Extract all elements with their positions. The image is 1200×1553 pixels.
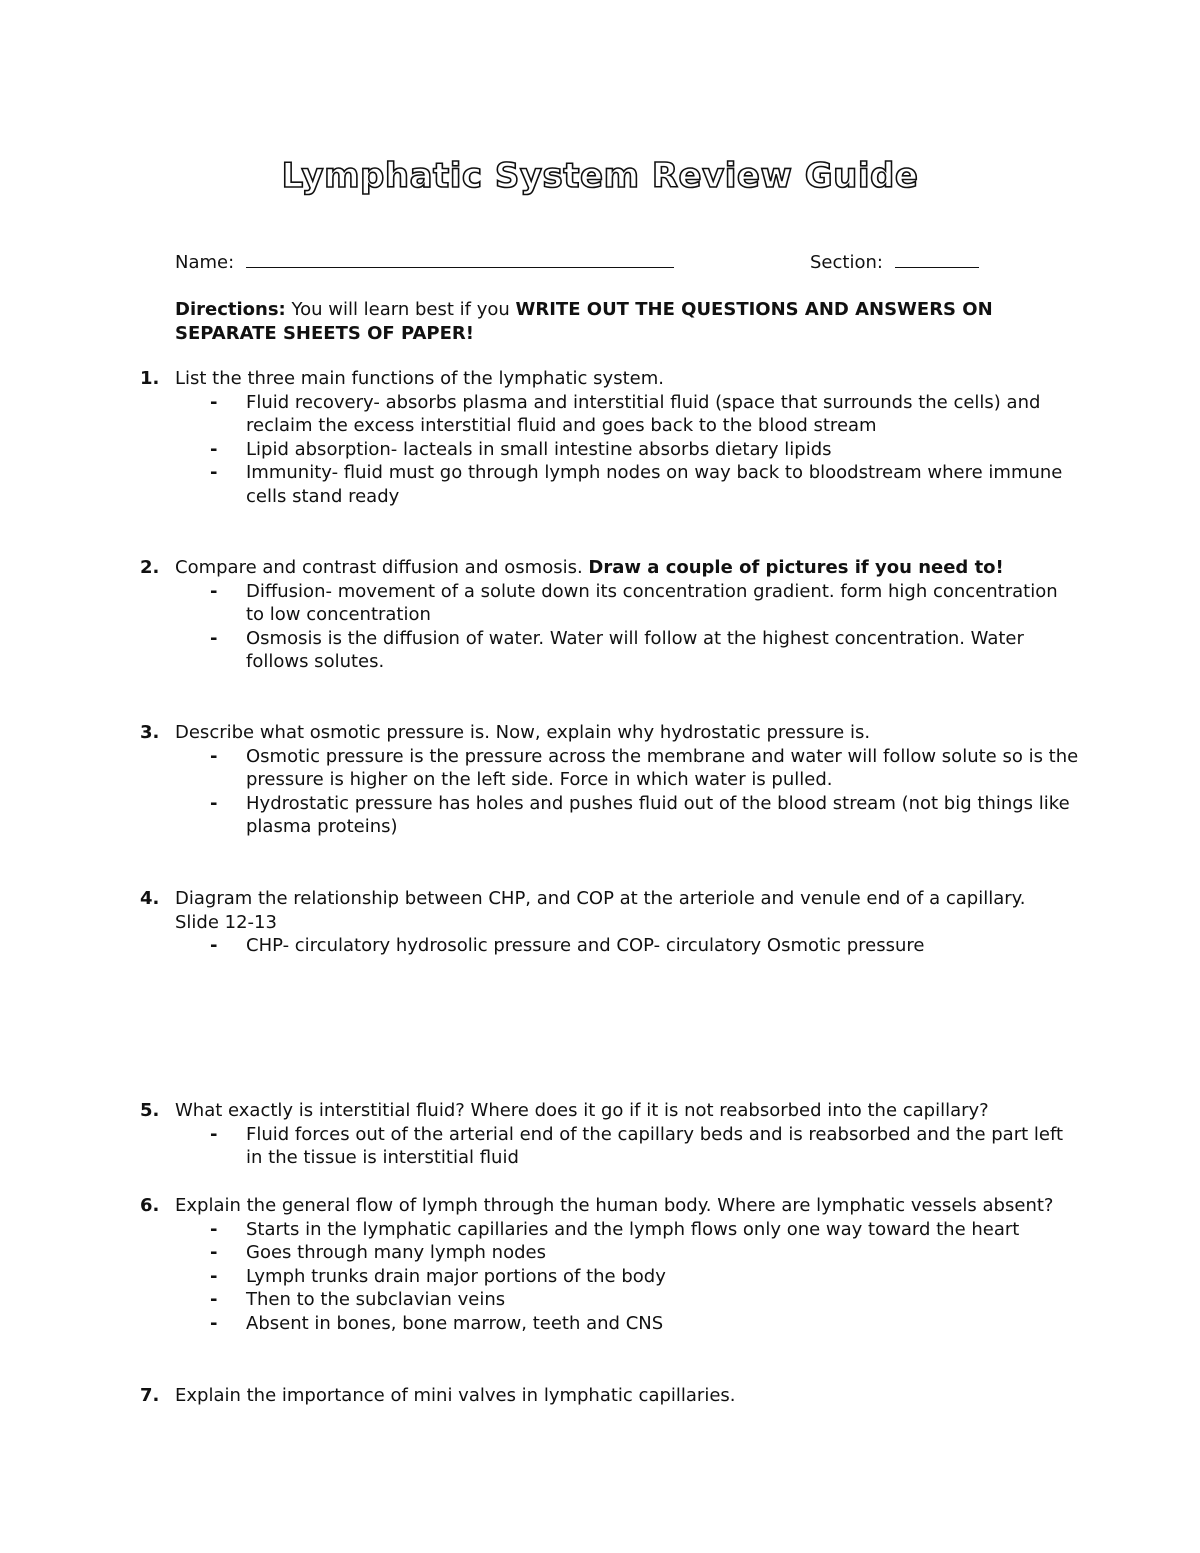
question-number: 6. [140, 1195, 160, 1216]
directions-label: Directions: [175, 299, 286, 320]
answer-item: - Lymph trunks drain major portions of the body [210, 1265, 1080, 1289]
question-number: 4. [140, 888, 160, 909]
answer-list [140, 934, 1080, 958]
question-4 [140, 887, 1080, 958]
answer-list [140, 580, 1080, 674]
name-label: Name: [175, 252, 235, 273]
question-3 [140, 721, 1080, 839]
question-5 [140, 1099, 1080, 1170]
question-note: Slide 12-13 [175, 911, 277, 933]
question-1 [140, 367, 1080, 508]
section-label: Section: [810, 252, 883, 273]
answer-list [140, 1123, 1080, 1170]
answer-item: - Osmotic pressure is the pressure across the membrane and water will follow solute so is the pressure is higher on the left side. Force in which water is pulled. [210, 745, 1080, 792]
answer-item: - Diffusion- movement of a solute down its concentration gradient. form high concentration to low concentration [210, 580, 1080, 627]
question-text: What exactly is interstitial fluid? Where does it go if it is not reabsorbed into the capillary? [175, 1100, 989, 1121]
name-blank [246, 249, 674, 268]
question-6 [140, 1194, 1080, 1335]
answer-list [140, 1218, 1080, 1336]
question-text: Describe what osmotic pressure is. Now, explain why hydrostatic pressure is. [175, 722, 871, 743]
answer-item: - Immunity- fluid must go through lymph nodes on way back to bloodstream where immune cells stand ready [210, 461, 1080, 508]
question-2 [140, 556, 1080, 674]
answer-item: - Hydrostatic pressure has holes and pushes fluid out of the blood stream (not big things like plasma proteins) [210, 792, 1080, 839]
answer-item: - Then to the subclavian veins [210, 1288, 1080, 1312]
question-text: List the three main functions of the lymphatic system. [175, 368, 664, 389]
directions-emphasis: WRITE OUT THE QUESTIONS AND ANSWERS ON SEPARATE SHEETS OF PAPER! [175, 299, 993, 344]
question-text: Diagram the relationship between CHP, and COP at the arteriole and venule end of a capillary. [175, 888, 1026, 909]
answer-item: - Fluid forces out of the arterial end of the capillary beds and is reabsorbed and the part left in the tissue is interstitial fluid [210, 1123, 1080, 1170]
section-blank [895, 249, 979, 268]
name-line [175, 249, 674, 275]
question-text: Explain the importance of mini valves in lymphatic capillaries. [175, 1385, 736, 1406]
question-emphasis: Draw a couple of pictures if you need to! [588, 557, 1004, 578]
question-number: 7. [140, 1385, 160, 1406]
answer-item: - CHP- circulatory hydrosolic pressure and COP- circulatory Osmotic pressure [210, 934, 1080, 958]
question-7 [140, 1384, 1080, 1408]
answer-item: - Lipid absorption- lacteals in small intestine absorbs dietary lipids [210, 438, 1080, 462]
question-text-wrapper [175, 556, 1080, 580]
question-number: 2. [140, 557, 160, 578]
answer-list [140, 745, 1080, 839]
question-text: Compare and contrast diffusion and osmosis. [175, 557, 583, 578]
answer-item: - Absent in bones, bone marrow, teeth and CNS [210, 1312, 1080, 1336]
answer-item: - Starts in the lymphatic capillaries and the lymph flows only one way toward the heart [210, 1218, 1080, 1242]
question-number: 5. [140, 1100, 160, 1121]
answer-item: - Osmosis is the diffusion of water. Water will follow at the highest concentration. Water follows solutes. [210, 627, 1080, 674]
question-text: Explain the general flow of lymph through the human body. Where are lymphatic vessels absent? [175, 1195, 1054, 1216]
section-line [810, 249, 979, 275]
directions [175, 298, 1045, 346]
answer-item: - Fluid recovery- absorbs plasma and interstitial fluid (space that surrounds the cells) and reclaim the excess interstitial fluid and goes back to the blood stream [210, 391, 1080, 438]
question-number: 3. [140, 722, 160, 743]
page-title: Lymphatic System Review Guide [281, 156, 919, 196]
answer-item: - Goes through many lymph nodes [210, 1241, 1080, 1265]
question-number: 1. [140, 368, 160, 389]
answer-list [140, 391, 1080, 509]
directions-text: You will learn best if you [291, 299, 510, 320]
